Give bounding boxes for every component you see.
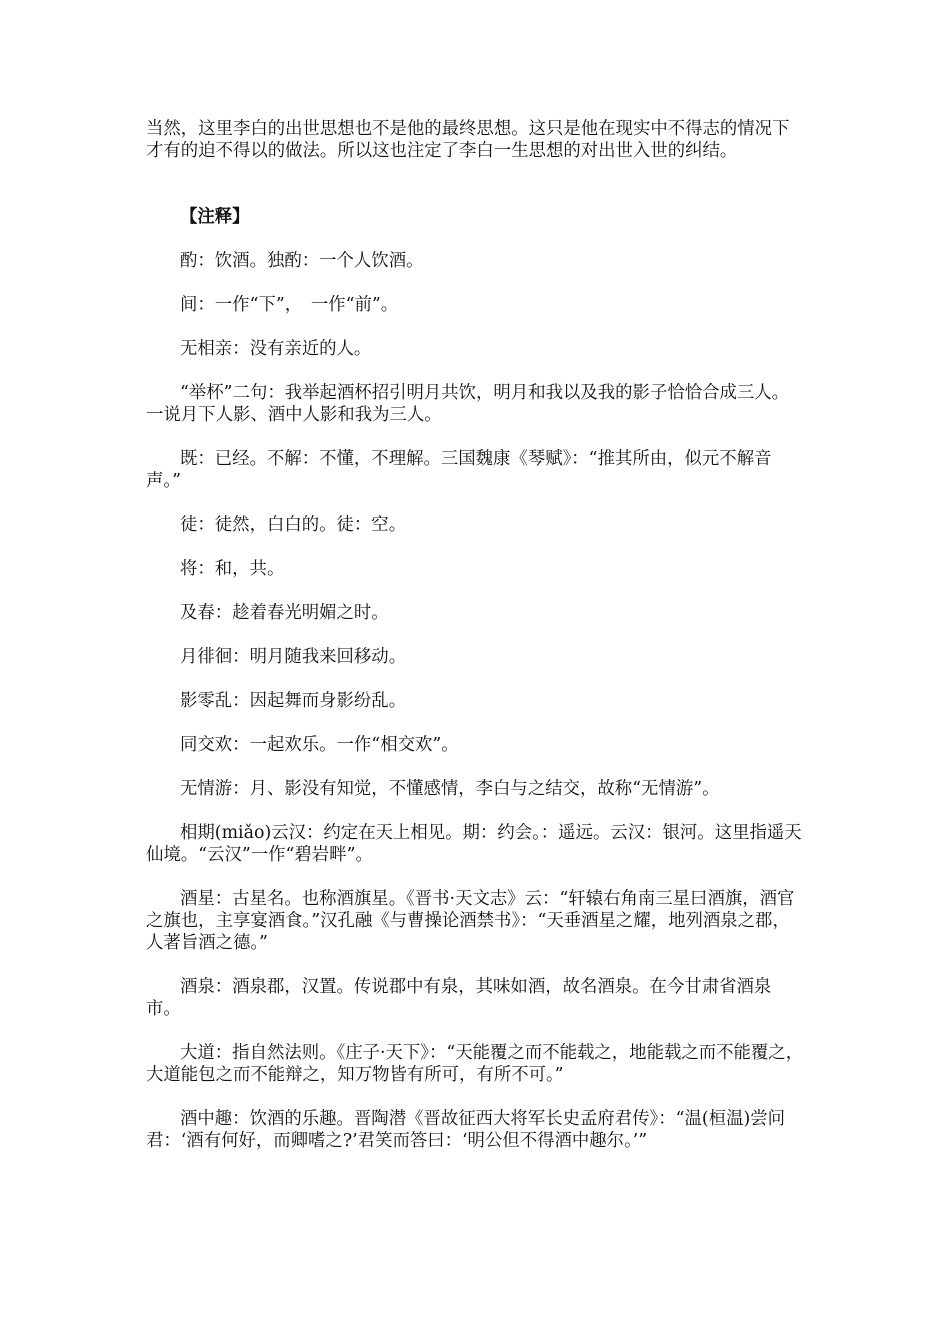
note-item: 月徘徊：明月随我来回移动。 xyxy=(180,647,407,667)
note-item: 酒中趣：饮酒的乐趣。晋陶潜《晋故征西大将军长史孟府君传》：“温(桓温)尝问君：‘酒有何好，而卿嗜之?’君笑而答曰：‘明公但不得酒中趣尔。’” xyxy=(146,1109,786,1151)
note-item: 相期(miǎo)云汉：约定在天上相见。期：约会。：遥远。云汉：银河。这里指遥天仙境。“云汉”一作“碧岩畔”。 xyxy=(146,823,802,865)
note-item: 影零乱：因起舞而身影纷乱。 xyxy=(180,691,407,711)
note-item: 大道：指自然法则。《庄子·天下》：“天能覆之而不能载之，地能载之而不能覆之，大道能包之而不能辩之，知万物皆有所可，有所不可。” xyxy=(146,1043,804,1085)
note-item: 酌：饮酒。独酌：一个人饮酒。 xyxy=(180,251,424,271)
note-item: 同交欢：一起欢乐。一作“相交欢”。 xyxy=(180,735,459,755)
note-item: 将：和，共。 xyxy=(180,559,285,579)
note-item: 无情游：月、影没有知觉，不懂感情，李白与之结交，故称“无情游”。 xyxy=(180,779,720,799)
note-item: 既：已经。不解：不懂，不理解。三国魏康《琴赋》：“推其所由，似元不解音声。” xyxy=(146,449,772,491)
note-item: 及春：趁着春光明媚之时。 xyxy=(180,603,389,623)
note-item: “举杯”二句：我举起酒杯招引明月共饮，明月和我以及我的影子恰恰合成三人。一说月下人影、酒中人影和我为三人。 xyxy=(146,383,790,425)
note-item: 无相亲：没有亲近的人。 xyxy=(180,339,372,359)
intro-paragraph: 当然，这里李白的出世思想也不是他的最终思想。这只是他在现实中不得志的情况下才有的迫不得以的做法。所以这也注定了李白一生思想的对出世入世的纠结。 xyxy=(146,119,790,161)
note-item: 间：一作“下”， 一作“前”。 xyxy=(180,295,399,315)
note-item: 徒：徒然，白白的。徒：空。 xyxy=(180,515,407,535)
note-item: 酒星：古星名。也称酒旗星。《晋书·天文志》云：“轩辕右角南三星曰酒旗，酒官之旗也，主享宴酒食。”汉孔融《与曹操论酒禁书》：“天垂酒星之耀，地列酒泉之郡，人著旨酒之德。” xyxy=(146,889,795,953)
note-item: 酒泉：酒泉郡，汉置。传说郡中有泉，其味如酒，故名酒泉。在今甘肃省酒泉市。 xyxy=(146,977,772,1019)
section-heading: 【注释】 xyxy=(180,207,250,227)
